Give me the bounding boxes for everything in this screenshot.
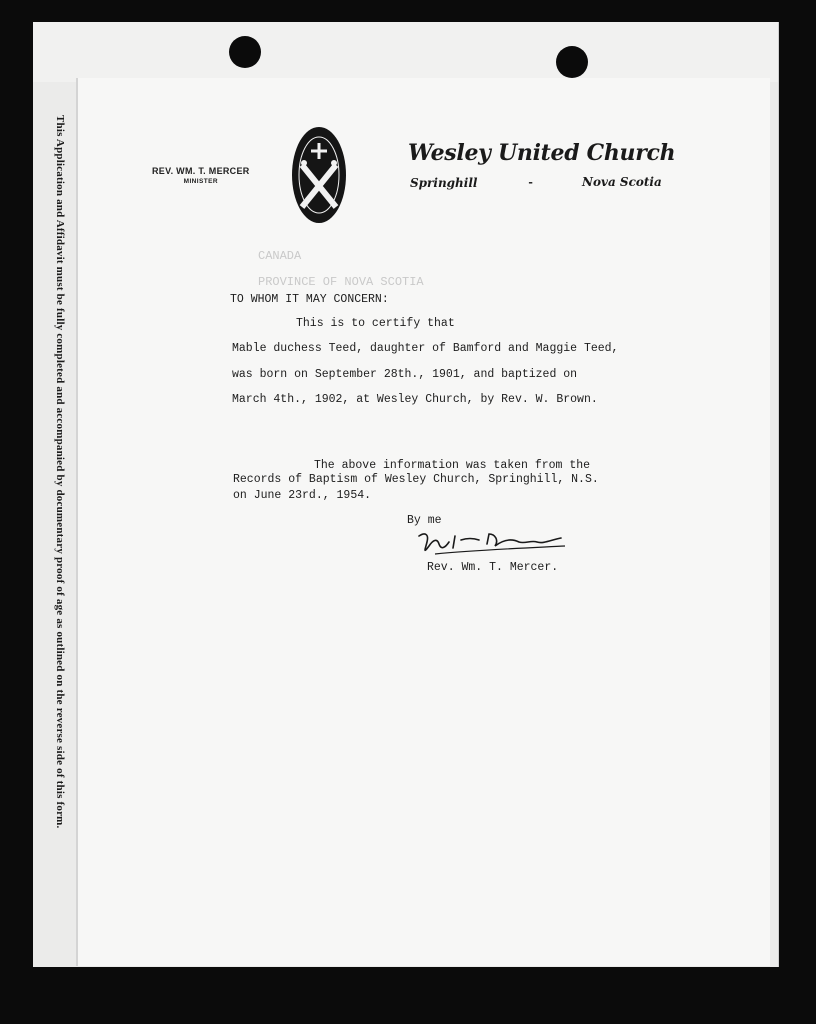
- minister-name: REV. WM. T. MERCER: [152, 166, 250, 176]
- source-line-3: on June 23rd., 1954.: [233, 489, 372, 502]
- letterhead-minister: [152, 166, 250, 185]
- faded-text-province: PROVINCE OF NOVA SCOTIA: [258, 275, 424, 289]
- child-name-line: Mable duchess Teed, daughter of Bamford and Maggie Teed,: [232, 342, 619, 355]
- source-line-1: The above information was taken from the: [314, 459, 591, 472]
- minister-title: MINISTER: [183, 178, 218, 185]
- church-crest-icon: [290, 125, 348, 225]
- by-me-label: By me: [407, 514, 442, 527]
- faded-text-canada: CANADA: [258, 249, 302, 263]
- punch-hole-right: [556, 46, 588, 78]
- certify-line: This is to certify that: [296, 317, 455, 330]
- church-name: Wesley United Church: [408, 140, 676, 166]
- baptism-line: March 4th., 1902, at Wesley Church, by Rev. W. Brown.: [232, 393, 598, 406]
- source-line-2: Records of Baptism of Wesley Church, Springhill, N.S.: [233, 473, 599, 486]
- salutation: TO WHOM IT MAY CONCERN:: [230, 293, 389, 306]
- affidavit-notice: This Application and Affidavit must be fully completed and accompanied by documentary proof of age as outlined on the reverse side of this form.: [54, 115, 66, 829]
- signatory-name: Rev. Wm. T. Mercer.: [427, 561, 559, 574]
- location-separator: -: [527, 176, 535, 190]
- church-province: Nova Scotia: [582, 175, 662, 189]
- church-town: Springhill: [410, 176, 478, 190]
- punch-hole-left: [229, 36, 261, 68]
- birth-line: was born on September 28th., 1901, and baptized on: [232, 368, 578, 381]
- form-top-fold: [33, 22, 778, 82]
- handwritten-signature: [415, 528, 570, 558]
